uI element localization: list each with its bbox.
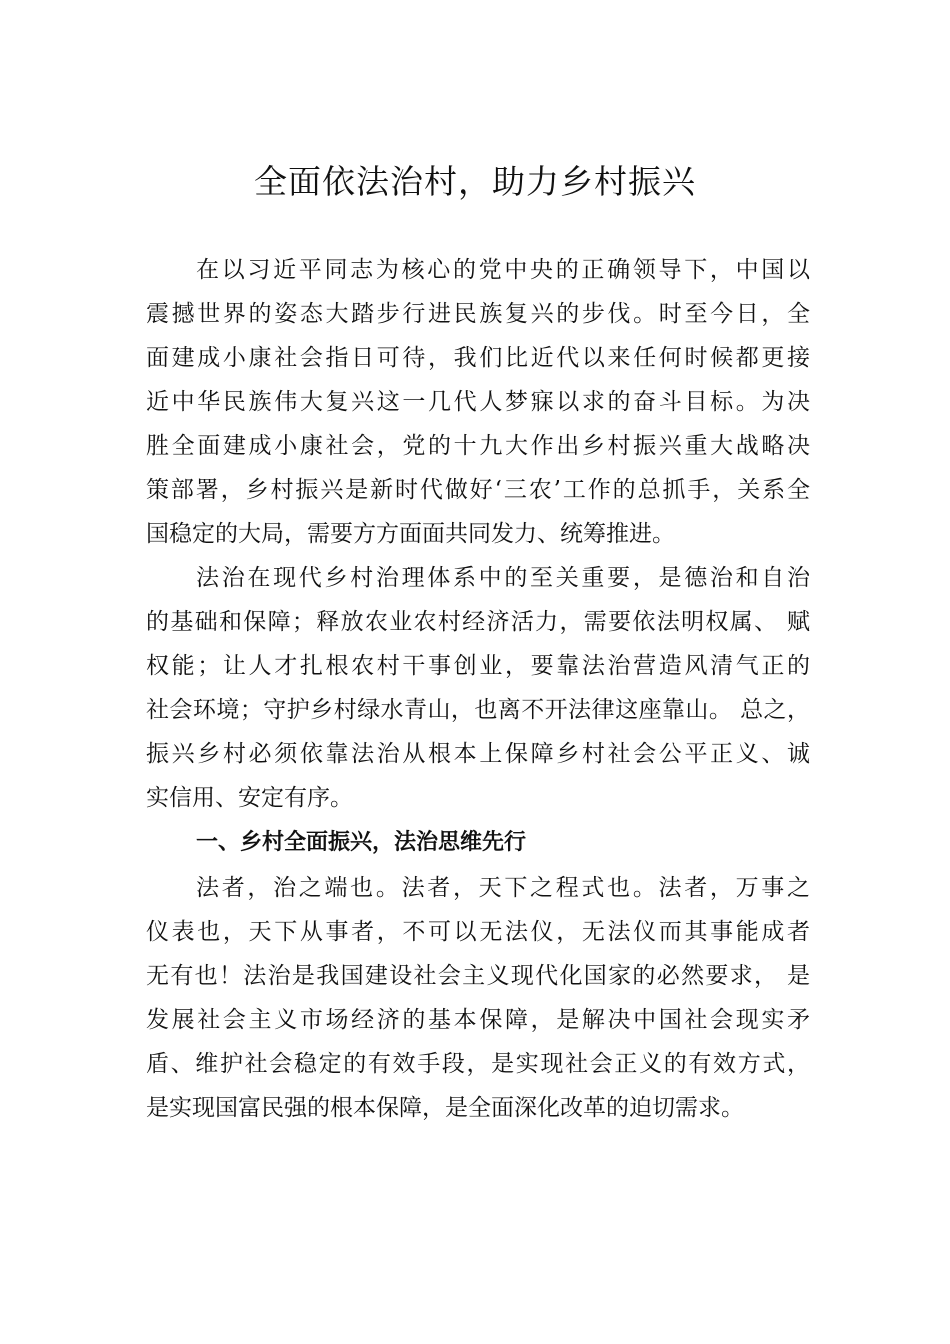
paragraph-line: 近中华民族伟大复兴这一几代人梦寐以求的奋斗目标。为决 — [146, 389, 810, 415]
paragraph-line: 国稳定的大局，需要方方面面共同发力、统筹推进。 — [146, 521, 675, 547]
document-title: 全面依法治村，助力乡村振兴 — [254, 162, 696, 201]
paragraph-line: 胜全面建成小康社会，党的十九大作出乡村振兴重大战略决 — [146, 433, 810, 459]
document-body — [146, 248, 810, 1130]
paragraph-line: 震撼世界的姿态大踏步行进民族复兴的步伐。时至今日，全 — [146, 301, 810, 327]
paragraph-1 — [146, 248, 810, 556]
paragraph-2 — [146, 556, 810, 820]
paragraph-line: 策部署，乡村振兴是新时代做好‘三农’工作的总抓手，关系全 — [146, 477, 810, 503]
paragraph-3 — [146, 866, 810, 1130]
paragraph-line: 法者，治之端也。法者，天下之程式也。法者，万事之 — [196, 875, 810, 901]
paragraph-line: 是实现国富民强的根本保障，是全面深化改革的迫切需求。 — [146, 1095, 744, 1121]
paragraph-line: 权能；让人才扎根农村干事创业，要靠法治营造风清气正的 — [146, 653, 810, 679]
paragraph-line: 无有也！法治是我国建设社会主义现代化国家的必然要求， 是 — [146, 963, 810, 989]
paragraph-line: 在以习近平同志为核心的党中央的正确领导下，中国以 — [196, 257, 810, 283]
paragraph-line: 面建成小康社会指日可待，我们比近代以来任何时候都更接 — [146, 345, 810, 371]
paragraph-line: 的基础和保障；释放农业农村经济活力，需要依法明权属、 赋 — [146, 609, 810, 635]
paragraph-line: 发展社会主义市场经济的基本保障，是解决中国社会现实矛 — [146, 1007, 810, 1033]
section-heading: 一、乡村全面振兴，法治思维先行 — [196, 830, 527, 855]
paragraph-line: 法治在现代乡村治理体系中的至关重要，是德治和自治 — [196, 565, 810, 591]
paragraph-line: 盾、维护社会稳定的有效手段，是实现社会正义的有效方式， — [146, 1051, 810, 1077]
paragraph-line: 实信用、安定有序。 — [146, 785, 353, 811]
paragraph-line: 振兴乡村必须依靠法治从根本上保障乡村社会公平正义、诚 — [146, 741, 810, 767]
paragraph-line: 社会环境；守护乡村绿水青山，也离不开法律这座靠山。 总之， — [146, 697, 810, 723]
paragraph-line: 仪表也，天下从事者，不可以无法仪，无法仪而其事能成者 — [146, 919, 810, 945]
